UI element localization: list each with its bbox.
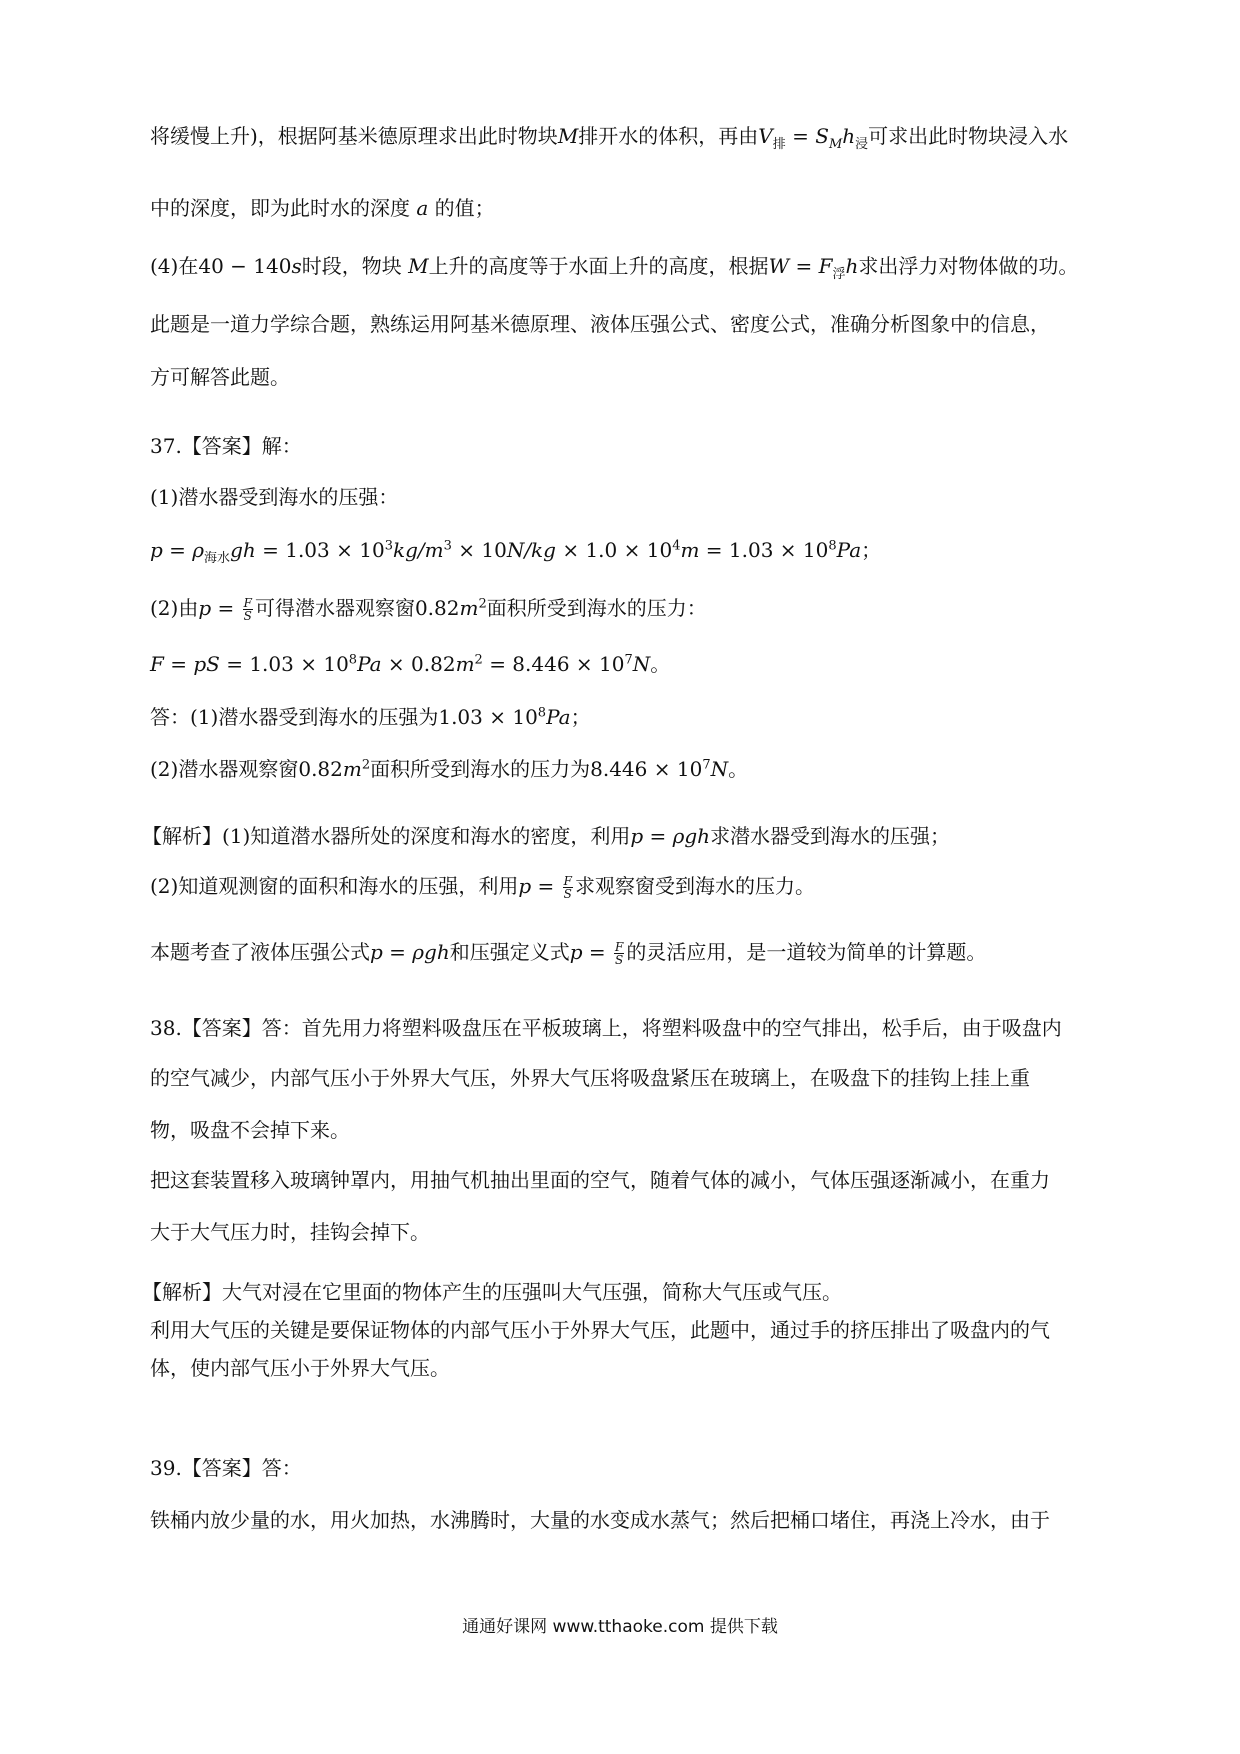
answer-38-line-1: 38.【答案】答：首先用力将塑料吸盘压在平板玻璃上，将塑料吸盘中的空气排出，松手后，由于吸盘内	[150, 1016, 1062, 1040]
text-line-5: 方可解答此题。	[150, 365, 290, 389]
answer-38-line-3: 物，吸盘不会掉下来。	[150, 1118, 350, 1142]
text-line-11: 答：(1)潜水器受到海水的压强为$1.03 \times 10^8Pa$；	[150, 705, 591, 729]
formula-pressure: $p = \rho_{海水}gh = 1.03 \times 10^3kg/m^3 \times 10N/kg \times 1.0 \times 10^4m = 1.03 \times 10^8Pa$；	[150, 538, 882, 566]
analysis-37-line-2: (2)知道观测窗的面积和海水的压强，利用p = $\frac{F}{S}$ 求观察窗受到海水的压力。	[150, 874, 815, 901]
answer-39-heading: 39.【答案】答：	[150, 1456, 302, 1480]
text-line-1: 将缓慢上升)，根据阿基米德原理求出此时物块M排开水的体积，再由$V_排 = S_Mh_浸$可求出此时物块浸入水	[150, 124, 1069, 152]
answer-37-heading: 37.【答案】解：	[150, 434, 302, 458]
answer-38-line-5: 大于大气压力时，挂钩会掉下。	[150, 1220, 430, 1244]
formula-force: F = pS = $1.03 \times 10^8Pa \times 0.82m^2 = 8.446 \times 10^7N$。	[150, 652, 671, 676]
analysis-37-line-1: 【解析】(1)知道潜水器所处的深度和海水的密度，利用p = ρgh求潜水器受到海水的压强；	[142, 824, 951, 848]
page-footer: 通通好课网 www.tthaoke.com 提供下载	[462, 1617, 778, 1637]
text-line-2: 中的深度，即为此时水的深度 a 的值；	[150, 196, 495, 220]
summary-37: 本题考查了液体压强公式p = ρgh和压强定义式p = $\frac{F}{S}$ 的灵活应用，是一道较为简单的计算题。	[150, 940, 987, 967]
answer-38-line-4: 把这套装置移入玻璃钟罩内，用抽气机抽出里面的空气，随着气体的减小，气体压强逐渐减小，在重力	[150, 1168, 1050, 1192]
analysis-38-line-2: 利用大气压的关键是要保证物体的内部气压小于外界大气压，此题中，通过手的挤压排出了吸盘内的气	[150, 1318, 1050, 1342]
text-line-7: (1)潜水器受到海水的压强：	[150, 485, 399, 509]
text-line-12: (2)潜水器观察窗$0.82m^2$面积所受到海水的压力为$8.446 \times 10^7N$。	[150, 757, 749, 781]
answer-39-line-1: 铁桶内放少量的水，用火加热，水沸腾时，大量的水变成水蒸气；然后把桶口堵住，再浇上冷水，由于	[150, 1508, 1050, 1532]
text-line-3: (4)在40 − 140s时段，物块 M上升的高度等于水面上升的高度，根据$W = F_浮h$求出浮力对物体做的功。	[150, 254, 1079, 282]
text-line-9: (2)由p = $\frac{F}{S}$ 可得潜水器观察窗$0.82m^2$面积所受到海水的压力：	[150, 596, 707, 623]
answer-38-line-2: 的空气减少，内部气压小于外界大气压，外界大气压将吸盘紧压在玻璃上，在吸盘下的挂钩上挂上重	[150, 1066, 1030, 1090]
text-line-4: 此题是一道力学综合题，熟练运用阿基米德原理、液体压强公式、密度公式，准确分析图象中的信息，	[150, 312, 1050, 336]
analysis-38-line-3: 体，使内部气压小于外界大气压。	[150, 1356, 450, 1380]
analysis-38-line-1: 【解析】大气对浸在它里面的物体产生的压强叫大气压强，简称大气压或气压。	[142, 1280, 842, 1304]
